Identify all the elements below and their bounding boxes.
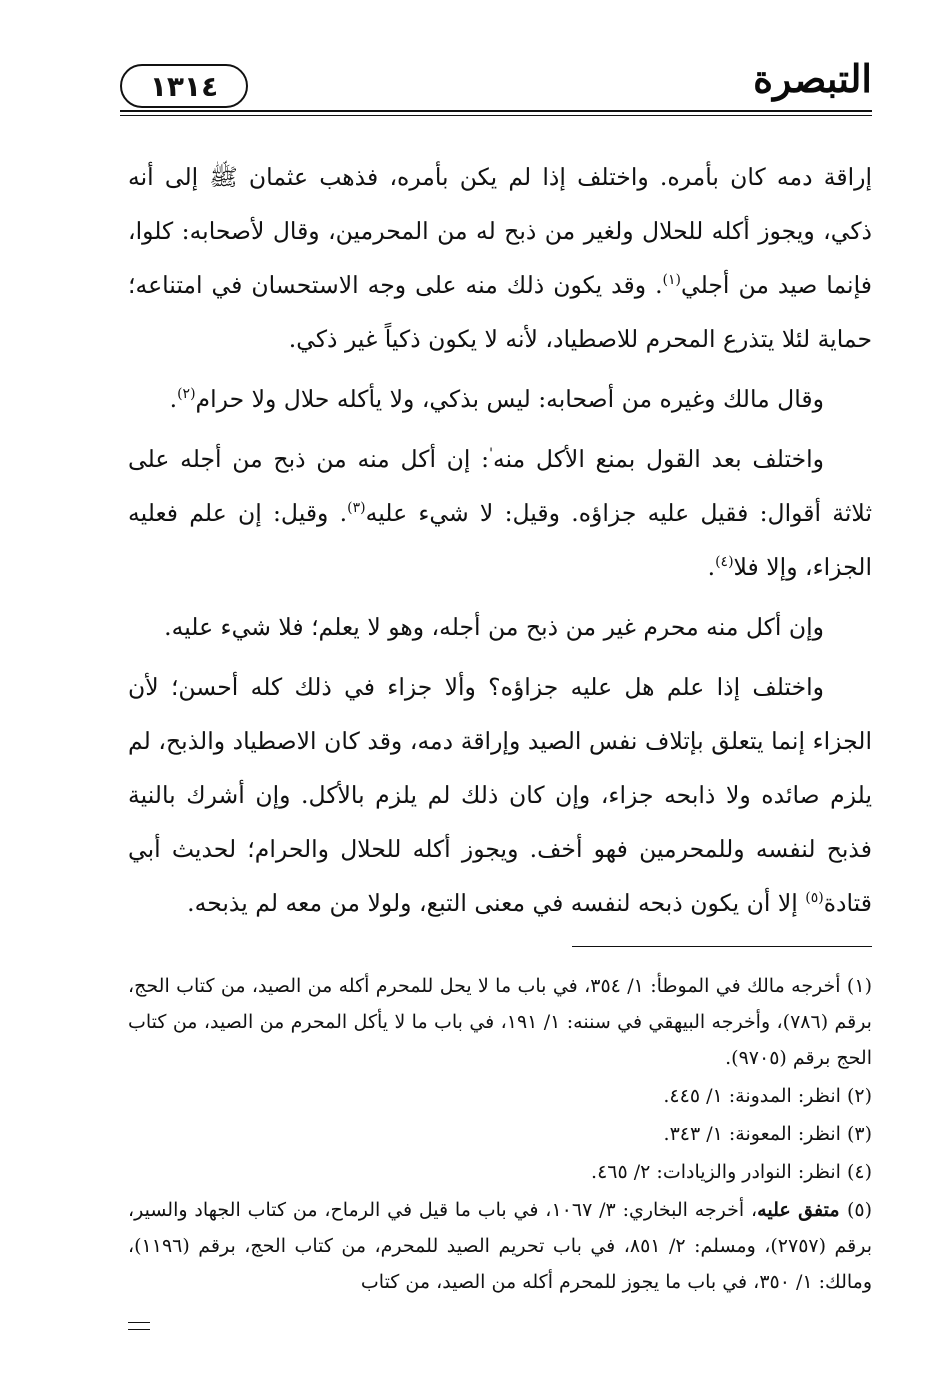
paragraph-5	[128, 660, 872, 930]
p3-b: : إن أكل منه من ذبح من أجله على ثلاثة أقوال: فقيل عليه جزاؤه. وقيل: لا شيء عليه	[128, 445, 872, 527]
p2-end: .	[169, 385, 178, 413]
p2-text: وقال مالك وغيره من أصحابه: ليس بذكي، ولا يأكله حلال ولا حرام	[195, 385, 824, 413]
header-rule	[120, 110, 872, 112]
footnote-number: (٣)	[846, 1123, 872, 1145]
p1-rest: . وقد يكون ذلك منه على وجه الاستحسان في امتناعه؛ حماية لئلا يتذرع المحرم للاصطياد، لأنه لا يكون ذكياً غير ذكي.	[128, 271, 872, 353]
footnote-3	[128, 1116, 872, 1152]
footnote-number: (٥)	[846, 1199, 872, 1221]
footnote-ref-2[interactable]: (٢)	[177, 386, 196, 403]
footnote-text: انظر: المعونة: ١/ ٣٤٣.	[663, 1123, 847, 1145]
footnote-text: انظر: المدونة: ١/ ٤٤٥.	[663, 1085, 847, 1107]
p3-mark: '	[489, 446, 493, 463]
paragraph-4	[128, 600, 872, 654]
page-header	[120, 52, 872, 122]
paragraph-2	[128, 372, 872, 426]
paragraph-1	[128, 150, 872, 366]
book-title: التبصرة	[753, 56, 872, 101]
footnote-bold: متفق عليه	[757, 1199, 847, 1221]
page-number	[120, 64, 248, 108]
p5-b: إلا أن يكون ذبحه لنفسه في معنى التبع، ولولا من معه لم يذبحه.	[187, 889, 806, 917]
footnote-5	[128, 1192, 872, 1300]
p3-end: .	[707, 553, 716, 581]
page-number-text: ١٣١٤	[149, 69, 219, 103]
p4-text: وإن أكل منه محرم غير من ذبح من أجله، وهو لا يعلم؛ فلا شيء عليه.	[164, 613, 824, 641]
footnote-text: أخرجه مالك في الموطأ: ١/ ٣٥٤، في باب ما لا يحل للمحرم أكله من الصيد، من كتاب الحج، برقم (٧٨٦)، وأخرجه البيهقي في سننه: ١/ ١٩١، في باب ما لا يأكل المحرم من الصيد، من كتاب الحج برقم (٩٧٠٥).	[128, 975, 872, 1069]
p3-a: واختلف بعد القول بمنع الأكل منه	[492, 445, 824, 473]
p5-a: واختلف إذا علم هل عليه جزاؤه؟ وألا جزاء في ذلك كله أحسن؛ لأن الجزاء إنما يتعلق بإتلاف نفس الصيد وإراقة دمه، وقد كان الاصطياد والذبح، لم يلزم صائده ولا ذابحه جزاء، وإن كان ذلك لم يلزم بالأكل. وإن أشرك بالنية فذبح لنفسه وللمحرمين فهو أخف. ويجوز أكله للحلال والحرام؛ لحديث أبي قتادة	[128, 673, 872, 917]
header-rule-thin	[120, 115, 872, 116]
main-text	[128, 150, 872, 936]
p1-text: إراقة دمه كان بأمره. واختلف إذا لم يكن بأمره، فذهب عثمان ﷺ إلى أنه ذكي، ويجوز أكله للحلال ولغير من ذبح له من المحرمين، وقال لأصحابه: كلوا، فإنما صيد من أجلي	[128, 163, 872, 299]
footnote-1	[128, 968, 872, 1076]
footnote-ref-5[interactable]: (٥)	[805, 890, 824, 907]
footnote-separator	[572, 946, 872, 947]
continues-mark	[128, 1322, 150, 1330]
p3-c: . وقيل: إن علم فعليه الجزاء، وإلا فلا	[128, 499, 872, 581]
paragraph-3	[128, 432, 872, 594]
footnote-text: انظر: النوادر والزيادات: ٢/ ٤٦٥.	[591, 1161, 847, 1183]
footnote-number: (١)	[846, 975, 872, 997]
footnote-ref-1[interactable]: (١)	[662, 272, 682, 289]
footnotes	[128, 968, 872, 1302]
footnote-number: (٤)	[846, 1161, 872, 1183]
footnote-ref-3[interactable]: (٣)	[347, 500, 366, 517]
footnote-number: (٢)	[846, 1085, 872, 1107]
footnote-2	[128, 1078, 872, 1114]
footnote-ref-4[interactable]: (٤)	[715, 554, 734, 571]
footnote-4	[128, 1154, 872, 1190]
footnote-text: ، أخرجه البخاري: ٣/ ١٠٦٧، في باب ما قيل في الرماح، من كتاب الجهاد والسير، برقم (٢٧٥٧)، ومسلم: ٢/ ٨٥١، في باب تحريم الصيد للمحرم، من كتاب الحج، برقم (١١٩٦)، ومالك: ١/ ٣٥٠، في باب ما يجوز للمحرم أكله من الصيد، من كتاب	[128, 1199, 873, 1293]
